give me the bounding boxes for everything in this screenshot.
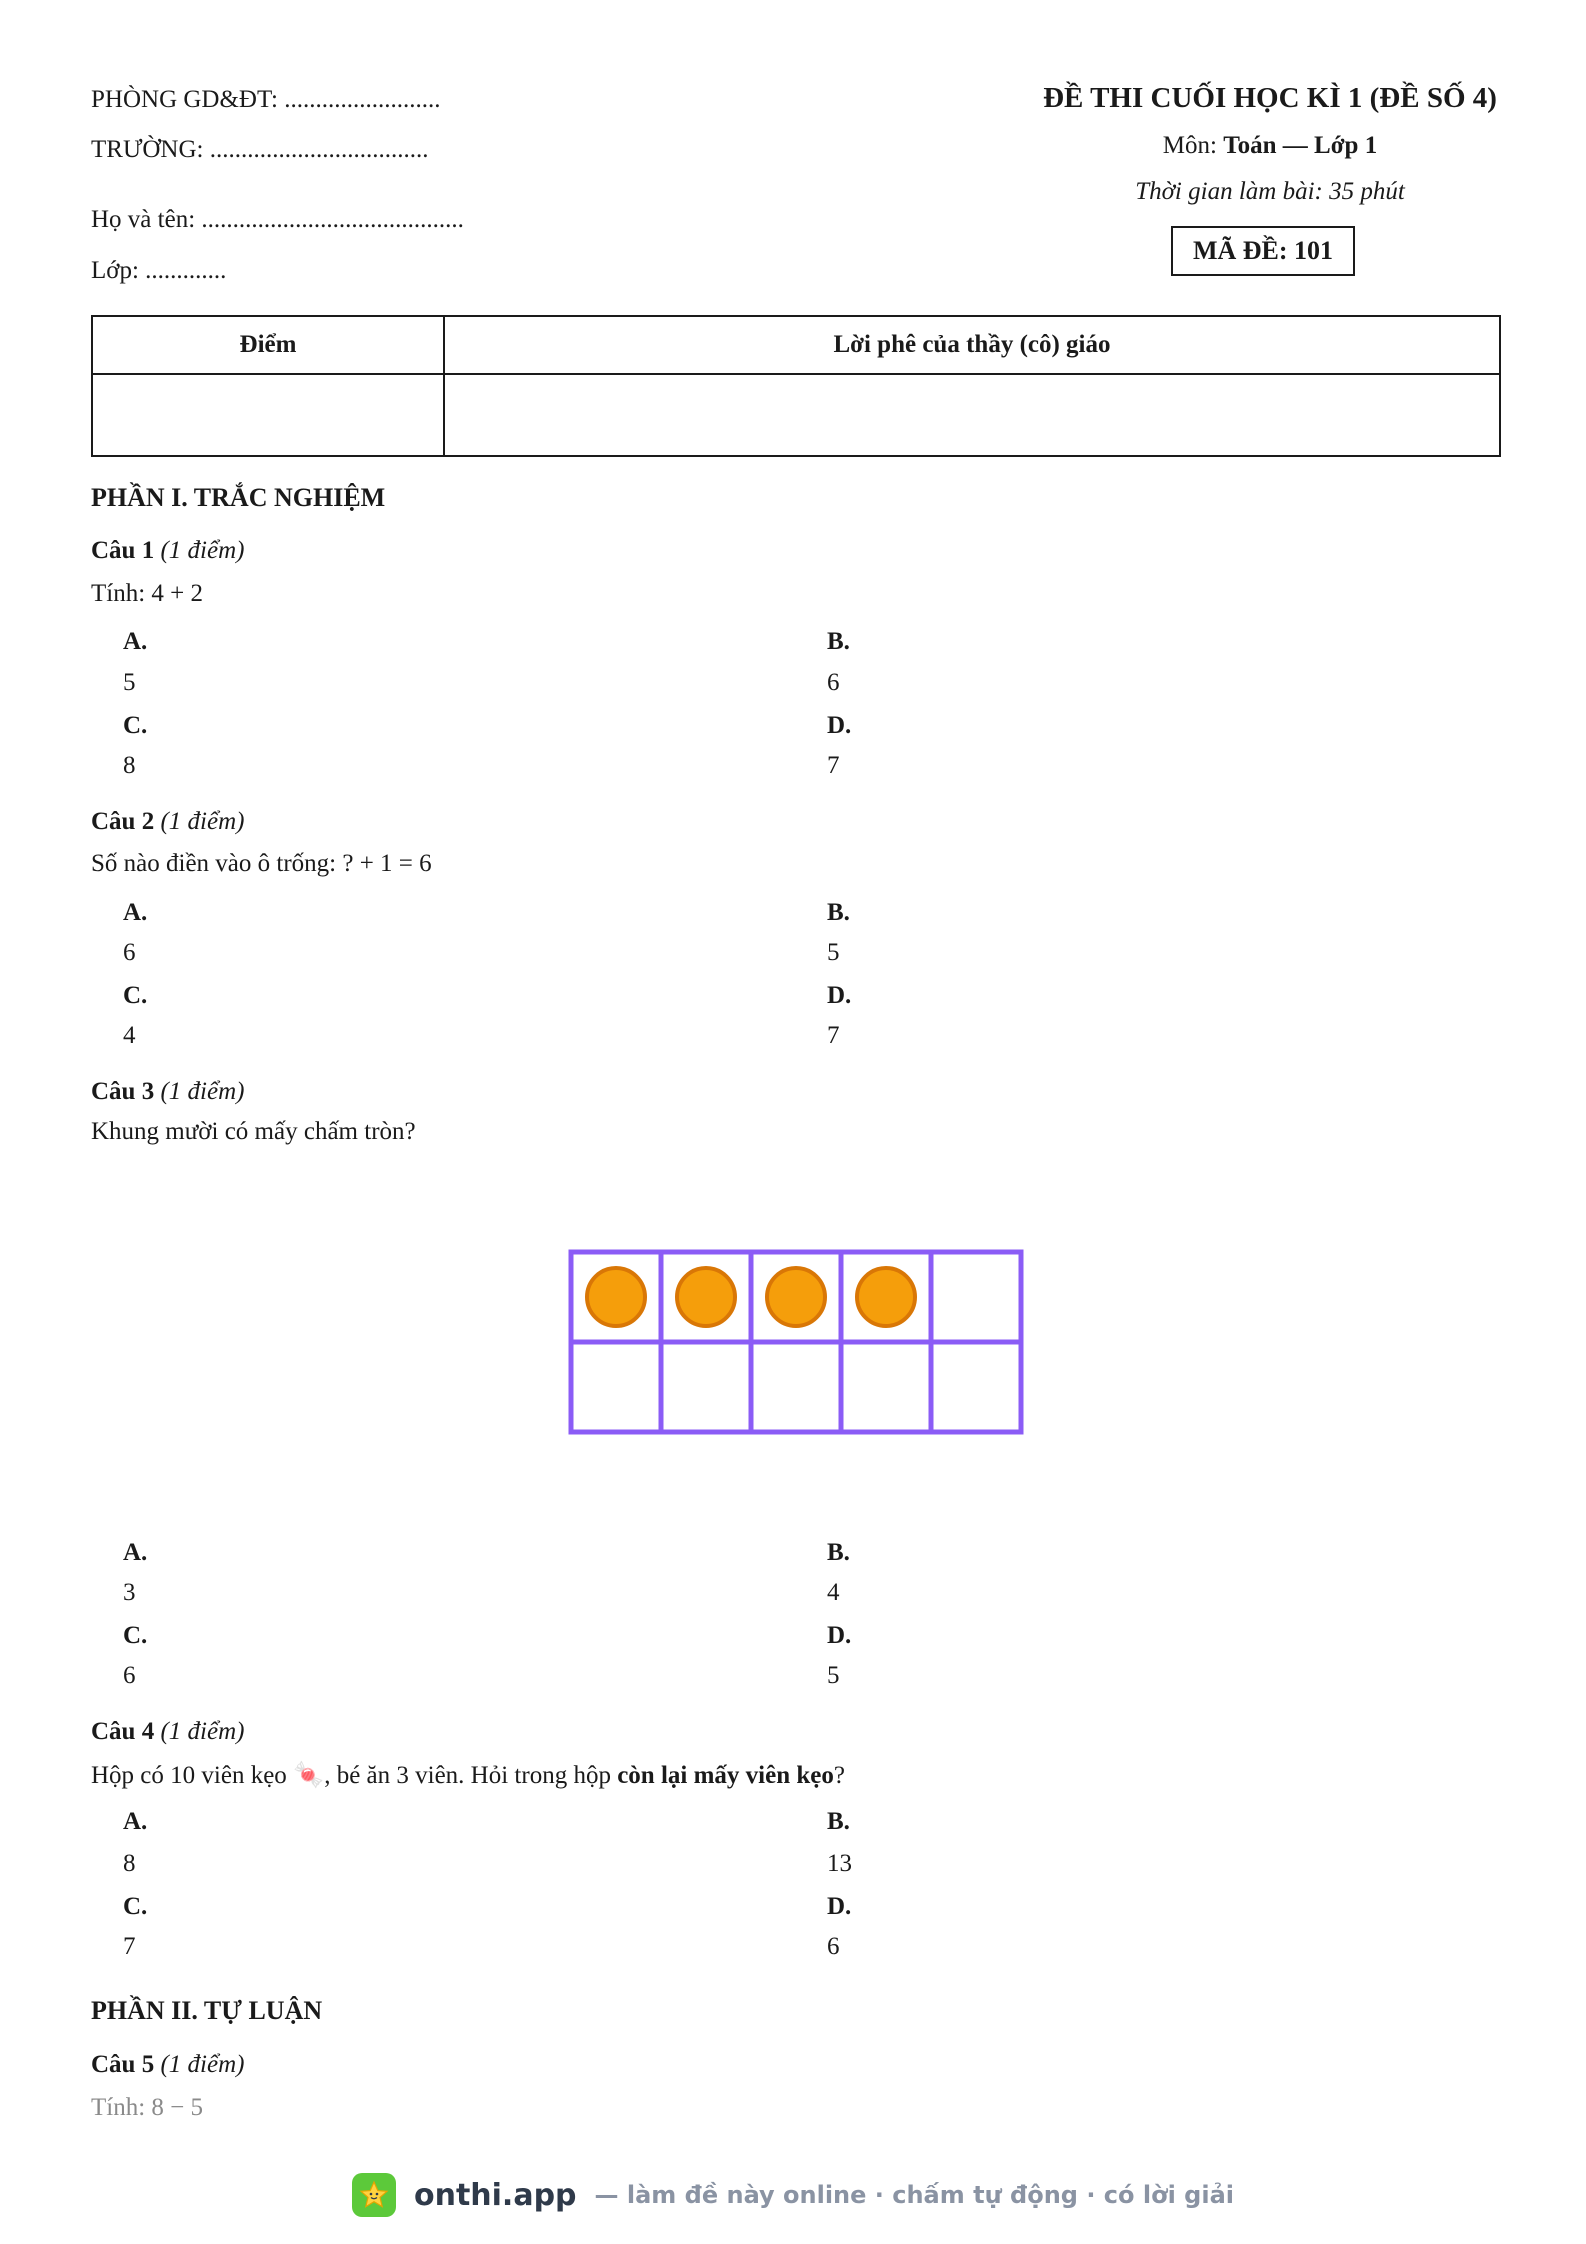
exam-code-box: MÃ ĐỀ: 101: [1171, 226, 1355, 276]
q2-option-d-value[interactable]: 7: [827, 1022, 840, 1049]
candy-icon: 🍬: [293, 1762, 325, 1789]
q4-option-b-value[interactable]: 13: [827, 1850, 852, 1877]
question-3-points: (1 điểm): [160, 1078, 245, 1105]
question-5-text: Tính: 8 − 5: [91, 2094, 204, 2121]
brand-name[interactable]: onthi.app: [413, 2177, 577, 2213]
q1-option-d-value[interactable]: 7: [827, 752, 840, 779]
score-cell[interactable]: [92, 374, 444, 456]
score-header: Điểm: [92, 316, 444, 374]
q2-option-b-letter[interactable]: B.: [827, 899, 850, 926]
q4-option-d-value[interactable]: 6: [827, 1933, 840, 1960]
question-4-text: [91, 1761, 845, 1790]
q2-option-c-value[interactable]: 4: [123, 1022, 136, 1049]
q4-option-a-value[interactable]: 8: [123, 1850, 136, 1877]
question-5-points: (1 điểm): [160, 2051, 245, 2078]
q3-option-c-letter[interactable]: C.: [123, 1622, 148, 1649]
q3-option-a-letter[interactable]: A.: [123, 1539, 148, 1566]
part2-title: PHẦN II. TỰ LUẬN: [91, 1996, 323, 2025]
student-name-field: Họ và tên: ..........................................: [91, 206, 464, 233]
ten-frame-dot: [677, 1268, 735, 1326]
question-2-label: Câu 2: [91, 808, 155, 835]
q2-option-a-letter[interactable]: A.: [123, 899, 148, 926]
ten-frame-dot: [587, 1268, 645, 1326]
ten-frame-cell: [661, 1342, 751, 1432]
q1-option-b-letter[interactable]: B.: [827, 628, 850, 655]
q4-text-bold: còn lại mấy viên kẹo: [617, 1762, 834, 1789]
q1-option-b-value[interactable]: 6: [827, 669, 840, 696]
question-5-title: [91, 2051, 244, 2079]
q3-option-c-value[interactable]: 6: [123, 1662, 136, 1689]
q4-option-d-letter[interactable]: D.: [827, 1893, 852, 1920]
q2-option-d-letter[interactable]: D.: [827, 982, 852, 1009]
q3-option-a-value[interactable]: 3: [123, 1579, 136, 1606]
ten-frame-dot: [767, 1268, 825, 1326]
question-3-title: [91, 1078, 244, 1106]
q4-option-a-letter[interactable]: A.: [123, 1808, 148, 1835]
ten-frame-dot: [857, 1268, 915, 1326]
question-3-text: Khung mười có mấy chấm tròn?: [91, 1118, 416, 1145]
q4-option-b-letter[interactable]: B.: [827, 1808, 850, 1835]
question-2-text: Số nào điền vào ô trống: ? + 1 = 6: [91, 850, 432, 877]
question-4-label: Câu 4: [91, 1718, 155, 1745]
question-2-points: (1 điểm): [160, 808, 245, 835]
ten-frame-cell: [571, 1342, 661, 1432]
department-field: PHÒNG GD&ĐT: .........................: [91, 86, 441, 113]
q1-option-d-letter[interactable]: D.: [827, 712, 852, 739]
brand-tagline: — làm đề này online · chấm tự động · có lời giải: [594, 2181, 1234, 2209]
grade-table: [91, 315, 1501, 457]
ten-frame-figure: [568, 1249, 1024, 1435]
exam-duration: Thời gian làm bài: 35 phút: [1135, 178, 1405, 205]
ten-frame-cell: [751, 1342, 841, 1432]
question-5-label: Câu 5: [91, 2051, 155, 2078]
question-1-title: [91, 537, 244, 565]
q3-option-b-letter[interactable]: B.: [827, 1539, 850, 1566]
question-1-label: Câu 1: [91, 537, 155, 564]
school-field: TRƯỜNG: ...................................: [91, 136, 429, 163]
question-3-label: Câu 3: [91, 1078, 155, 1105]
subject-prefix: Môn:: [1162, 132, 1224, 159]
comment-cell[interactable]: [444, 374, 1500, 456]
q2-option-c-letter[interactable]: C.: [123, 982, 148, 1009]
q1-option-c-letter[interactable]: C.: [123, 712, 148, 739]
question-4-title: [91, 1718, 244, 1746]
ten-frame-cell: [931, 1342, 1021, 1432]
q3-option-d-letter[interactable]: D.: [827, 1622, 852, 1649]
q1-option-a-letter[interactable]: A.: [123, 628, 148, 655]
question-2-title: [91, 808, 244, 836]
footer-banner[interactable]: [0, 2170, 1586, 2220]
q4-text-before: Hộp có 10 viên kẹo: [91, 1762, 294, 1789]
q3-option-b-value[interactable]: 4: [827, 1579, 840, 1606]
ten-frame-cell: [841, 1342, 931, 1432]
part1-title: PHẦN I. TRẮC NGHIỆM: [91, 483, 386, 512]
question-1-text: Tính: 4 + 2: [91, 580, 204, 607]
subject-name: Toán — Lớp 1: [1223, 132, 1378, 159]
exam-title: ĐỀ THI CUỐI HỌC KÌ 1 (ĐỀ SỐ 4): [1043, 82, 1497, 114]
ten-frame-cell: [931, 1252, 1021, 1342]
q1-option-c-value[interactable]: 8: [123, 752, 136, 779]
q2-option-b-value[interactable]: 5: [827, 939, 840, 966]
comment-header: Lời phê của thầy (cô) giáo: [444, 316, 1500, 374]
q4-option-c-value[interactable]: 7: [123, 1933, 136, 1960]
q4-option-c-letter[interactable]: C.: [123, 1893, 148, 1920]
question-4-points: (1 điểm): [160, 1718, 245, 1745]
q4-text-after: ?: [833, 1762, 845, 1789]
exam-subject: [1030, 132, 1510, 160]
class-field: Lớp: .............: [91, 257, 227, 284]
q1-option-a-value[interactable]: 5: [123, 669, 136, 696]
q4-text-middle: , bé ăn 3 viên. Hỏi trong hộp: [324, 1762, 618, 1789]
q2-option-a-value[interactable]: 6: [123, 939, 136, 966]
star-icon: [352, 2173, 396, 2217]
q3-option-d-value[interactable]: 5: [827, 1662, 840, 1689]
question-1-points: (1 điểm): [160, 537, 245, 564]
